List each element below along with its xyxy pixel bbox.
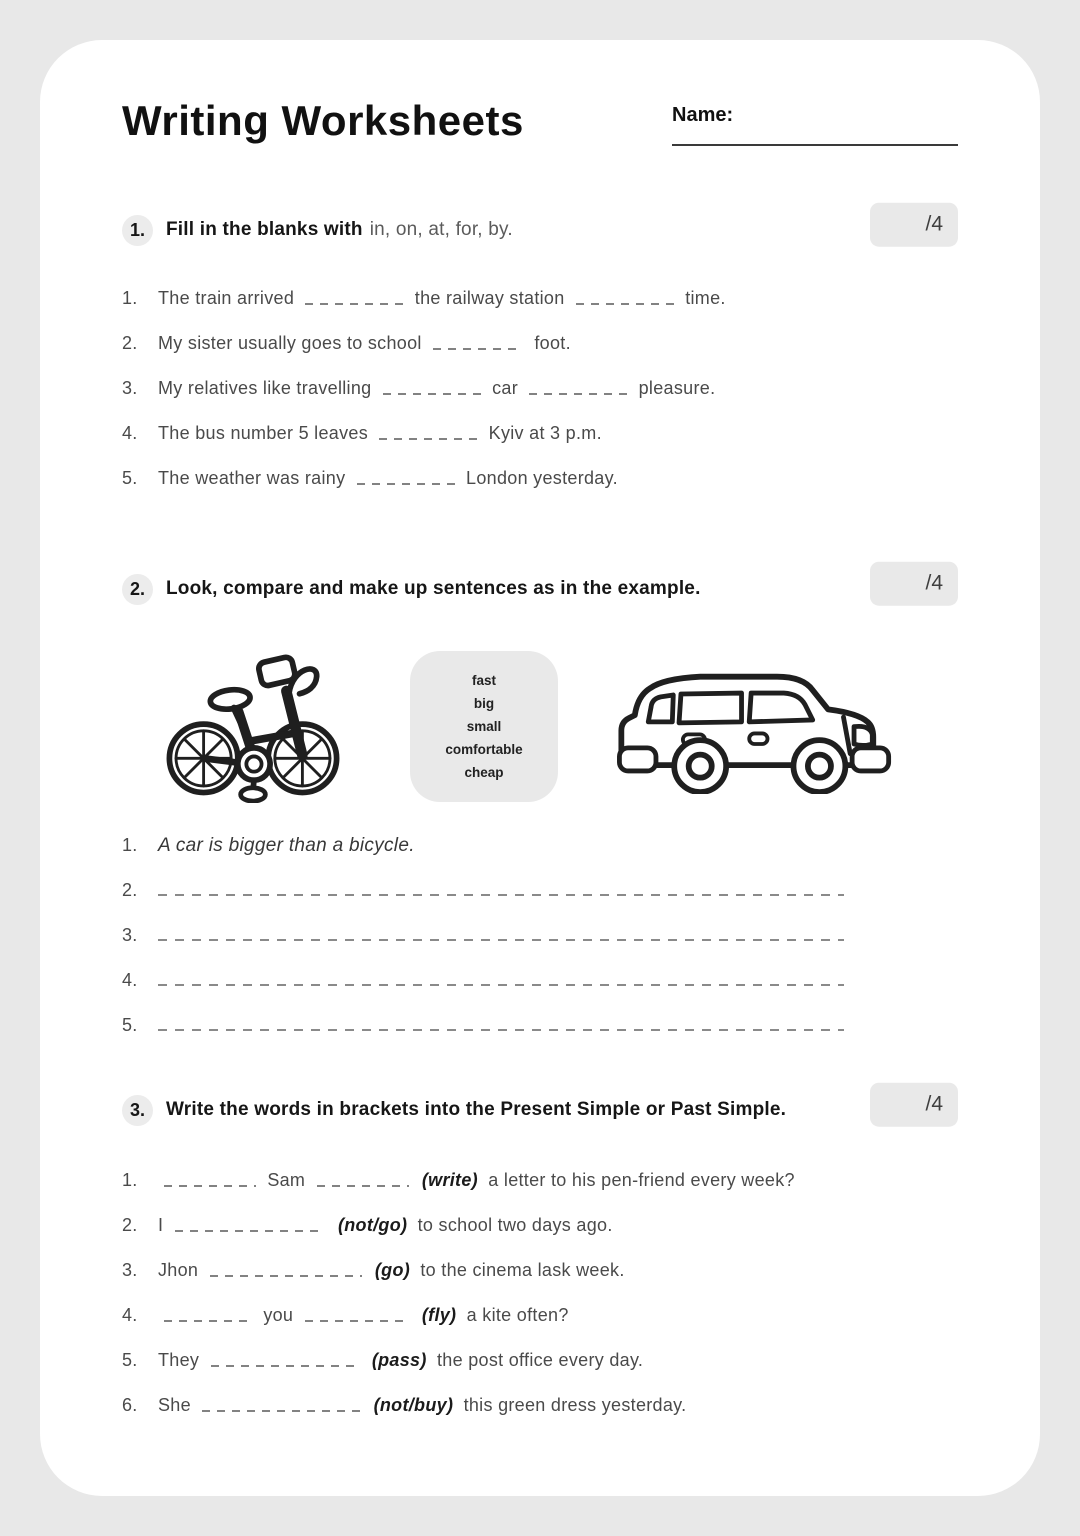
answer-line-row: [122, 1013, 958, 1038]
answer-blank: [305, 1309, 409, 1322]
example-sentence-row: [122, 833, 958, 858]
list-number: 4.: [122, 970, 138, 990]
worksheet-page: [40, 40, 1040, 1496]
list-number: 3.: [122, 1260, 138, 1280]
answer-line: [158, 971, 844, 986]
answer-line-row: [122, 878, 958, 903]
list-number: 5.: [122, 1015, 138, 1035]
sentence-row: [122, 1168, 958, 1193]
page-title: Writing Worksheets: [122, 97, 524, 144]
sentence-text: The bus number 5 leaves Kyiv at 3 p.m.: [158, 423, 602, 443]
list-number: 1.: [122, 288, 138, 308]
section-3-number-badge: 3.: [122, 1095, 153, 1126]
word-box-item: small: [466, 719, 502, 734]
answer-line-row: [122, 923, 958, 948]
section-3-sentences: [122, 1168, 958, 1418]
sentence-row: [122, 466, 958, 491]
adjective-word-box: [410, 651, 558, 802]
sentence-text: The weather was rainy London yesterday.: [158, 468, 618, 488]
sentence-text: Sam (write) a letter to his pen-friend every week?: [158, 1168, 958, 1193]
sentence-row: [122, 1348, 958, 1373]
sentence-text: you (fly) a kite often?: [158, 1303, 958, 1328]
answer-blank: [379, 427, 477, 440]
answer-blank: [305, 292, 403, 305]
answer-line: [158, 881, 844, 896]
word-box-item: big: [473, 696, 495, 711]
sentence-text: She (not/buy) this green dress yesterday.: [158, 1395, 687, 1415]
verb-hint: (pass): [371, 1350, 427, 1370]
section-2-number-badge: 2.: [122, 574, 153, 605]
verb-hint: (go): [374, 1260, 411, 1280]
sentence-row: [122, 1393, 958, 1418]
list-number: 4.: [122, 423, 138, 443]
verb-hint: (not/buy): [373, 1395, 454, 1415]
answer-blank: [164, 1309, 252, 1322]
section-2-answer-lines: [122, 833, 958, 1038]
answer-blank: [164, 1174, 256, 1187]
example-sentence: A car is bigger than a bicycle.: [158, 835, 415, 856]
sentence-text: My relatives like travelling car pleasure.: [158, 378, 716, 398]
list-number: 3.: [122, 378, 138, 398]
sentence-row: [122, 286, 958, 311]
comparison-illustrations: [122, 651, 958, 803]
section-1-number-badge: 1.: [122, 215, 153, 246]
verb-hint: (not/go): [337, 1215, 408, 1235]
answer-blank: [202, 1399, 360, 1412]
section-2-title: Look, compare and make up sentences as in the example.: [166, 578, 701, 599]
section-3-heading: [122, 1088, 958, 1132]
bicycle-illustration: [158, 651, 348, 803]
list-number: 2.: [122, 333, 138, 353]
list-number: 2.: [122, 880, 138, 900]
answer-line: [158, 926, 844, 941]
sentence-text: My sister usually goes to school foot.: [158, 333, 571, 353]
sentence-row: [122, 1303, 958, 1328]
answer-blank: [576, 292, 674, 305]
section-1-title-detail: in, on, at, for, by.: [369, 219, 513, 240]
section-2-score-box: /4: [870, 562, 958, 606]
name-label: Name:: [672, 104, 734, 126]
page-header: [122, 98, 958, 146]
section-1-heading: [122, 208, 958, 252]
sentence-row: [122, 1213, 958, 1238]
answer-line-row: [122, 968, 958, 993]
list-number: 6.: [122, 1395, 138, 1415]
sentence-row: [122, 1258, 958, 1283]
word-box-item: comfortable: [445, 742, 523, 757]
name-block: [672, 98, 958, 146]
section-3-title: Write the words in brackets into the Present Simple or Past Simple.: [166, 1099, 787, 1120]
list-number: 2.: [122, 1215, 138, 1235]
sentence-text: The train arrived the railway station time.: [158, 288, 726, 308]
list-number: 4.: [122, 1305, 138, 1325]
list-number: 5.: [122, 468, 138, 488]
answer-blank: [433, 337, 523, 350]
sentence-text: They (pass) the post office every day.: [158, 1350, 644, 1370]
sentence-row: [122, 421, 958, 446]
section-1-sentences: [122, 286, 958, 491]
answer-line: [158, 1016, 844, 1031]
sentence-text: I (not/go) to school two days ago.: [158, 1215, 613, 1235]
section-1-title: Fill in the blanks with: [166, 219, 363, 240]
verb-hint: (fly): [421, 1305, 457, 1325]
section-3-score-box: /4: [870, 1083, 958, 1127]
answer-blank: [211, 1354, 359, 1367]
answer-blank: [317, 1174, 409, 1187]
car-illustration: [613, 669, 897, 794]
word-box-item: cheap: [464, 765, 504, 780]
list-number: 1.: [122, 1170, 138, 1190]
word-box-item: fast: [471, 673, 496, 688]
answer-blank: [357, 472, 455, 485]
sentence-row: [122, 331, 958, 356]
sentence-text: Jhon (go) to the cinema lask week.: [158, 1260, 625, 1280]
answer-blank: [210, 1264, 362, 1277]
name-underline: [672, 143, 958, 146]
sentence-row: [122, 376, 958, 401]
list-number: 5.: [122, 1350, 138, 1370]
answer-blank: [175, 1219, 325, 1232]
section-1-score-box: /4: [870, 203, 958, 247]
list-number: 1.: [122, 835, 138, 855]
section-2-heading: [122, 567, 958, 611]
answer-blank: [529, 382, 627, 395]
answer-blank: [383, 382, 481, 395]
list-number: 3.: [122, 925, 138, 945]
verb-hint: (write): [421, 1170, 478, 1190]
